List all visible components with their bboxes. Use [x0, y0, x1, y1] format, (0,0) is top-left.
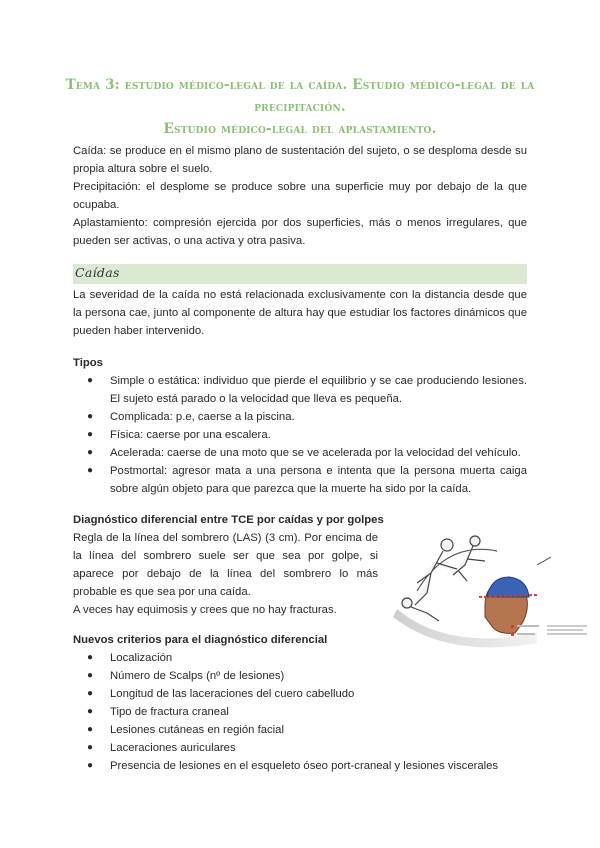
bullet-icon: ●: [87, 411, 94, 422]
bullet-icon: ●: [87, 688, 94, 699]
tipos-heading: Tipos: [73, 357, 103, 369]
caidas-paragraph: La severidad de la caída no está relacionada exclusivamente con la distancia desde que la persona cae, junto al componente de altura hay que estudiar los factores dinámicos que pueden haber intervenido.: [73, 289, 527, 337]
list-item: ● Número de Scalps (nº de lesiones): [73, 667, 527, 685]
bullet-icon: ●: [87, 652, 94, 663]
figure-legend: [511, 625, 587, 636]
document-title: [40, 74, 560, 140]
list-item: ● Física: caerse por una escalera.: [73, 426, 527, 444]
list-item: ● Postmortal: agresor mata a una persona e intenta que la persona muerta caiga sobre algún objeto para que parezca que la muerte ha sido por la caída.: [73, 462, 527, 498]
bullet-icon: ●: [87, 429, 94, 440]
list-item: ● Presencia de lesiones en el esqueleto óseo port-craneal y lesiones viscerales: [73, 757, 527, 775]
diagnostico-paragraph: Regla de la línea del sombrero (LAS) (3 cm). Por encima de la línea del sombrero suele ser que sea por golpe, si aparece por debajo de la línea del sombrero lo más probable es que sea por una caída.: [73, 532, 378, 598]
section-heading-text: Caídas: [75, 265, 120, 280]
list-item: ● Tipo de fractura craneal: [73, 703, 527, 721]
title-line-2: Estudio médico-legal del aplastamiento.: [163, 121, 437, 137]
intro-caida: Caída: se produce en el mismo plano de sustentación del sujeto, o se desploma desde su propia altura sobre el suelo.: [73, 145, 527, 175]
bullet-icon: ●: [87, 760, 94, 771]
bullet-icon: ●: [87, 670, 94, 681]
list-item: ● Longitud de las laceraciones del cuero cabelludo: [73, 685, 527, 703]
list-item: ● Laceraciones auriculares: [73, 739, 527, 757]
list-item: ● Complicada: p.e, caerse a la piscina.: [73, 408, 527, 426]
diagnostico-heading: Diagnóstico diferencial entre TCE por caídas y por golpes: [73, 514, 384, 526]
bullet-icon: ●: [87, 375, 94, 386]
list-item: ● Acelerada: caerse de una moto que se ve acelerada por la velocidad del vehículo.: [73, 444, 527, 462]
arrow-icon: [537, 557, 551, 565]
hat-line-illustration: [387, 521, 595, 653]
list-item: ● Simple o estática: individuo que pierde el equilibrio y se cae produciendo lesiones. El sujeto está parado o la velocidad que lleva es pequeña.: [73, 372, 527, 408]
diagnostico-note: A veces hay equimosis y crees que no hay fracturas.: [73, 604, 337, 616]
hat-icon: [487, 577, 529, 597]
criterios-heading: Nuevos criterios para el diagnóstico diferencial: [73, 634, 328, 646]
bullet-icon: ●: [87, 465, 94, 476]
bullet-icon: ●: [87, 447, 94, 458]
title-line-1: Tema 3: estudio médico-legal de la caída. Estudio médico-legal de la precipitación.: [65, 77, 535, 115]
list-item: ● Lesiones cutáneas en región facial: [73, 721, 527, 739]
intro-aplastamiento: Aplastamiento: compresión ejercida por dos superficies, más o menos irregulares, que pueden ser activas, o una activa y otra pasiva.: [73, 217, 527, 247]
section-heading-caidas: [73, 264, 527, 284]
list-item: ● Localización: [73, 649, 527, 667]
bullet-icon: ●: [87, 724, 94, 735]
falling-figure: [402, 536, 485, 621]
tipos-list: [73, 372, 527, 498]
head-profile: [479, 577, 537, 633]
bullet-icon: ●: [87, 706, 94, 717]
intro-precipitacion: Precipitación: el desplome se produce sobre una superficie muy por debajo de la que ocupaba.: [73, 181, 527, 211]
criterios-list: [73, 649, 527, 775]
bullet-icon: ●: [87, 742, 94, 753]
